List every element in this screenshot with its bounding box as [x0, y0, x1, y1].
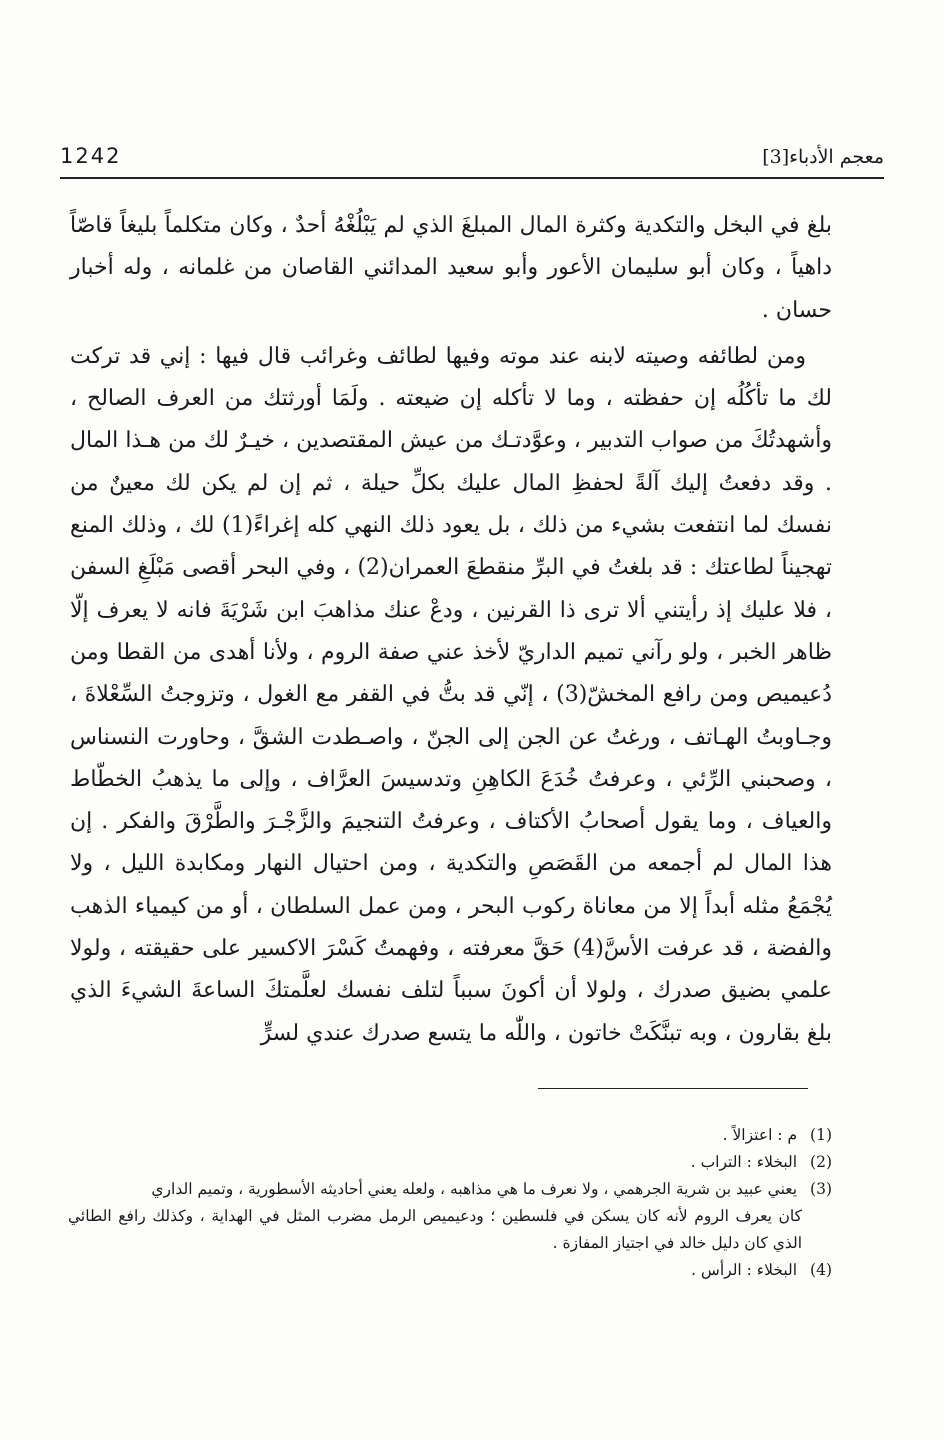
footnote-text: البخلاء : الرأس . — [691, 1261, 798, 1279]
page-header — [60, 138, 884, 178]
header-rule — [60, 177, 884, 179]
footnote-number: (3) — [810, 1180, 832, 1198]
footnote-number: (1) — [810, 1126, 832, 1144]
footnotes — [68, 1122, 832, 1284]
main-text — [70, 205, 832, 1055]
paragraph: ومن لطائفه وصيته لابنه عند موته وفيها لطائف وغرائب قال فيها : إني قد تركت لك ما تأكُلُه إن حفظته ، وما لا تأكله إن ضيعته . ولَمَا أورثتك من العرف الصالح ، وأشهدتُكَ من صواب التدبير ، وعوَّدتـك من عيش المقتصدين ، خيـرٌ لك من هـذا المال . وقد دفعتُ إليك آلةً لحفظِ المال عليك بكلِّ حيلة ، ثم إن لم يكن لك معينٌ من نفسك لما انتفعت بشيء من ذلك ، بل يعود ذلك النهي كله إغراءً(1) لك ، وذلك المنع تهجيناً لطاعتك : قد بلغتُ في البرِّ منقطعَ العمران(2) ، وفي البحر أقصى مَبْلَغِ السفن ، فلا عليك إذ رأيتني ألا ترى ذا القرنين ، ودعْ عنك مذاهبَ ابن شَرْيَةَ فانه لا يعرف إلّا ظاهر الخبر ، ولو رآني تميم الداريّ لأخذ عني صفة الروم ، ولأنا أهدى من القطا ومن دُعيميص ومن رافع المخشّ(3) ، إنّي قد بتُّ في القفر مع الغول ، وتزوجتُ السِّعْلاةَ ، وجـاوبتُ الهـاتف ، ورغتُ عن الجن إلى الجنّ ، واصـطدت الشقَّ ، وحاورت النسناس ، وصحبني الرِّئي ، وعرفتُ خُدَعَ الكاهِنِ وتدسيسَ العرَّاف ، وإلى ما يذهبُ الخطّاط والعياف ، وما يقول أصحابُ الأكتاف ، وعرفتُ التنجيمَ والزَّجْـرَ والطَّرْقَ والفكر . إن هذا المال لم أجمعه من القَصَصِ والتكدية ، ومن احتيال النهار ومكابدة الليل ، ولا يُجْمَعُ مثله أبداً إلا من معاناة ركوب البحر ، ومن عمل السلطان ، أو من كيمياء الذهب والفضة ، قد عرفت الأسَّ(4) حَقَّ معرفته ، وفهمتُ كَسْرَ الاكسير على حقيقته ، ولولا علمي بضيق صدرك ، ولولا أن أكونَ سبباً لتلف نفسك لعلَّمتكَ الساعةَ الشيءَ الذي بلغ بقارون ، وبه تبنَّكَتْ خاتون ، واللّٰه ما يتسع صدرك عندي لسرٍّ — [70, 343, 833, 1046]
footnote-rule — [538, 1088, 808, 1089]
footnote — [68, 1122, 832, 1149]
footnote-number: (2) — [810, 1153, 832, 1171]
page-number: 1242 — [60, 144, 122, 168]
running-title: معجم الأدباء[3] — [762, 146, 884, 168]
footnote-number: (4) — [810, 1261, 832, 1279]
paragraph: بلغ في البخل والتكدية وكثرة المال المبلغَ الذي لم يَبْلُغْهُ أحدٌ ، وكان متكلماً بليغاً قاصّاً داهياً ، وكان أبو سليمان الأعور وأبو سعيد المدائني القاصان من غلمانه ، وله أخبار حسان . — [70, 213, 832, 323]
footnote — [68, 1257, 832, 1284]
footnote-text: م : اعتزالاً . — [722, 1126, 798, 1144]
footnote — [68, 1149, 832, 1176]
footnote — [68, 1176, 832, 1203]
footnote-text: البخلاء : التراب . — [690, 1153, 798, 1171]
footnote-continuation: كان يعرف الروم لأنه كان يسكن في فلسطين ؛ ودعيميص الرمل مضرب المثل في الهداية ، وكذلك رافع الطائي الذي كان دليل خالد في اجتياز المفازة . — [68, 1207, 802, 1252]
footnote-text: يعني عبيد بن شرية الجرهمي ، ولا نعرف ما هي مذاهبه ، ولعله يعني أحاديثه الأسطورية ، وتميم الداري — [151, 1180, 798, 1198]
